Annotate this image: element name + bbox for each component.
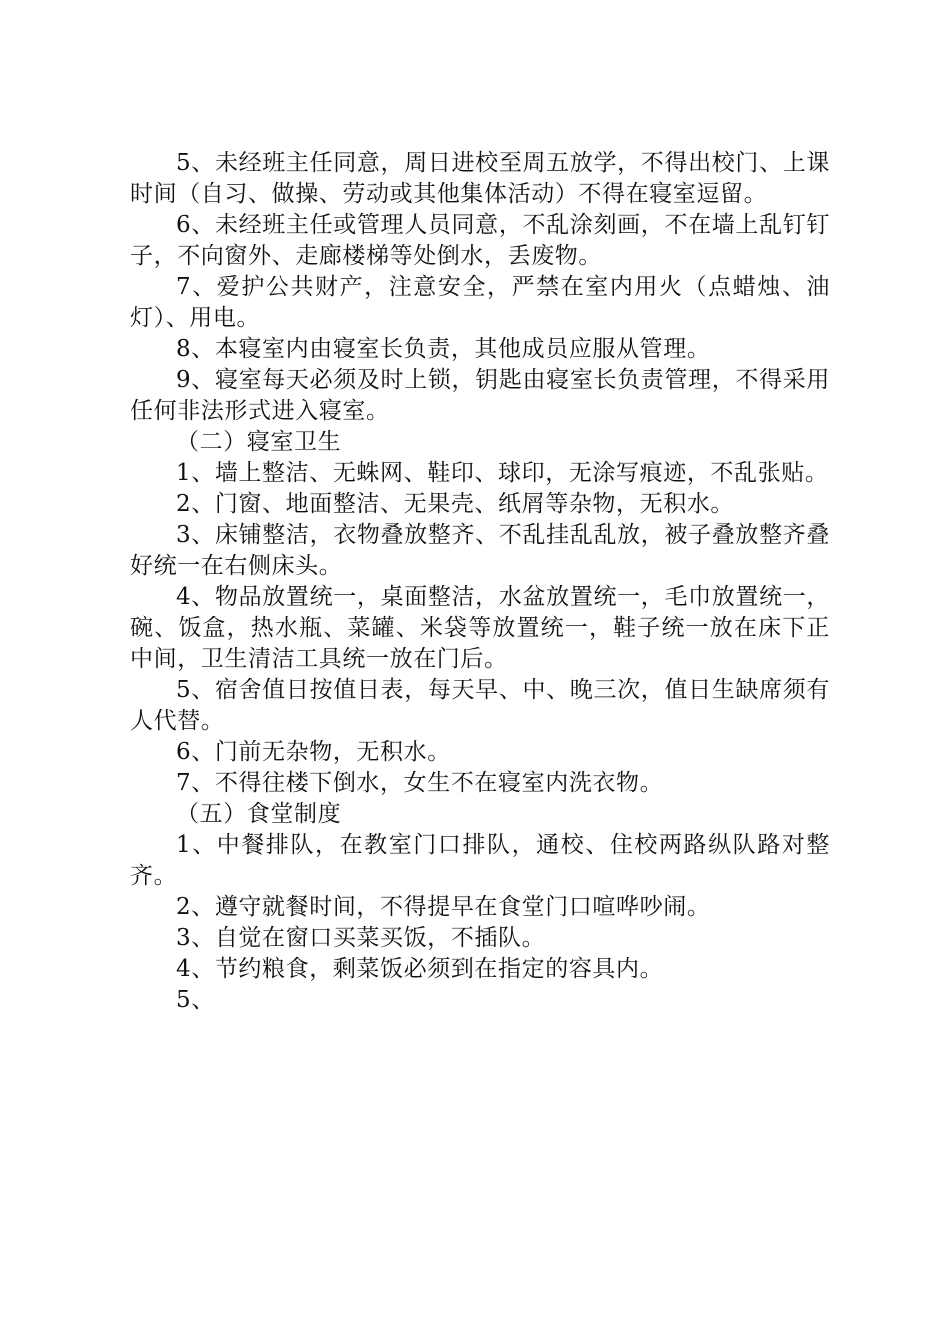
paragraph-hygiene-7-water: 7、不得往楼下倒水，女生不在寝室内洗衣物。 bbox=[176, 770, 664, 796]
section-heading-dorm-hygiene: （二）寝室卫生 bbox=[176, 429, 342, 455]
paragraph-rule-8-dorm-leader: 8、本寝室内由寝室长负责，其他成员应服从管理。 bbox=[176, 336, 711, 362]
paragraph-hygiene-3-beds: 3、床铺整洁，衣物叠放整齐、不乱挂乱乱放，被子叠放整齐叠好统一在右侧床头。 bbox=[130, 522, 830, 579]
paragraph-canteen-5: 5、 bbox=[176, 987, 215, 1013]
paragraph-hygiene-5-duty: 5、宿舍值日按值日表，每天早、中、晚三次，值日生缺席须有人代替。 bbox=[130, 677, 830, 734]
paragraph-rule-7-safety: 7、爱护公共财产，注意安全，严禁在室内用火（点蜡烛、油灯）、用电。 bbox=[130, 274, 830, 331]
paragraph-hygiene-6-door: 6、门前无杂物，无积水。 bbox=[176, 739, 451, 765]
paragraph-hygiene-4-items: 4、物品放置统一，桌面整洁，水盆放置统一，毛巾放置统一，碗、饭盒，热水瓶、菜罐、米袋等放置统一，鞋子统一放在床下正中间，卫生清洁工具统一放在门后。 bbox=[130, 584, 830, 672]
paragraph-canteen-3-window: 3、自觉在窗口买菜买饭，不插队。 bbox=[176, 925, 546, 951]
paragraph-canteen-2-time: 2、遵守就餐时间，不得提早在食堂门口喧哗吵闹。 bbox=[176, 894, 711, 920]
document-body bbox=[130, 148, 830, 1016]
paragraph-rule-6-no-graffiti: 6、未经班主任或管理人员同意，不乱涂刻画，不在墙上乱钉钉子，不向窗外、走廊楼梯等处倒水，丢废物。 bbox=[130, 212, 830, 269]
paragraph-rule-9-lock: 9、寝室每天必须及时上锁，钥匙由寝室长负责管理，不得采用任何非法形式进入寝室。 bbox=[130, 367, 830, 424]
paragraph-hygiene-2-floor: 2、门窗、地面整洁、无果壳、纸屑等杂物，无积水。 bbox=[176, 491, 735, 517]
paragraph-rule-5-leave-school: 5、未经班主任同意，周日进校至周五放学，不得出校门、上课时间（自习、做操、劳动或其他集体活动）不得在寝室逗留。 bbox=[130, 150, 830, 207]
paragraph-hygiene-1-walls: 1、墙上整洁、无蛛网、鞋印、球印，无涂写痕迹，不乱张贴。 bbox=[176, 460, 829, 486]
paragraph-canteen-1-queue: 1、中餐排队，在教室门口排队，通校、住校两路纵队路对整齐。 bbox=[130, 832, 830, 889]
section-heading-canteen-rules: （五）食堂制度 bbox=[176, 801, 342, 827]
paragraph-canteen-4-food: 4、节约粮食，剩菜饭必须到在指定的容具内。 bbox=[176, 956, 664, 982]
